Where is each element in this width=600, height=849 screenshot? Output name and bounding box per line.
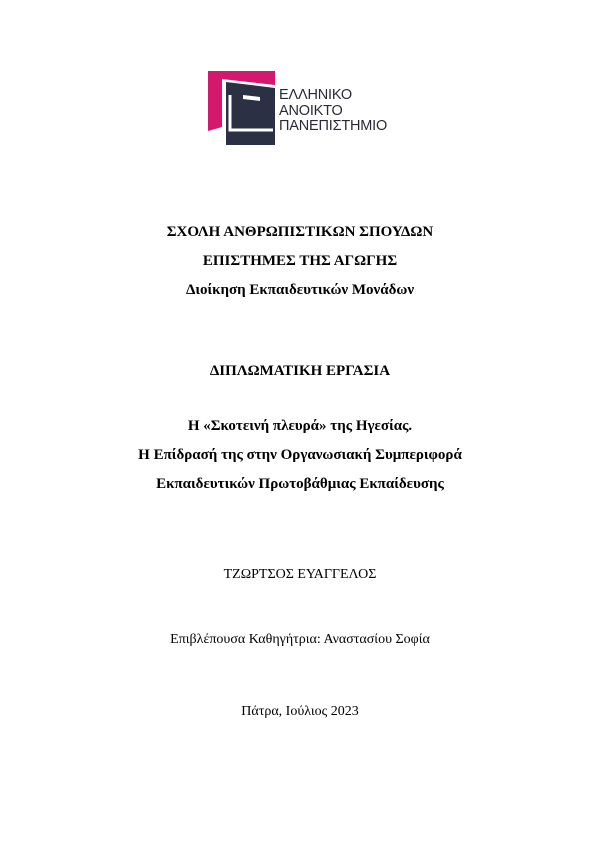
logo-line-1: ΕΛΛΗΝΙΚΟ xyxy=(279,87,352,103)
logo-line-2: ΑΝΟΙΚΤΟ xyxy=(279,102,343,119)
document-type: ΔΙΠΛΩΜΑΤΙΚΗ ΕΡΓΑΣΙΑ xyxy=(209,363,391,379)
logo-mark-icon xyxy=(205,69,277,147)
logo-wordmark xyxy=(279,88,387,135)
program-name: Διοίκηση Εκπαιδευτικών Μονάδων xyxy=(185,282,415,298)
thesis-title-line-3: Εκπαιδευτικών Πρωτοβάθμιας Εκπαίδευσης xyxy=(156,476,444,492)
department-name: ΕΠΙΣΤΗΜΕΣ ΤΗΣ ΑΓΩΓΗΣ xyxy=(202,253,398,269)
school-name: ΣΧΟΛΗ ΑΝΘΡΩΠΙΣΤΙΚΩΝ ΣΠΟΥΔΩΝ xyxy=(166,224,434,240)
thesis-title-line-1: Η «Σκοτεινή πλευρά» της Ηγεσίας. xyxy=(187,418,413,434)
supervisor-line: Επιβλέπουσα Καθηγήτρια: Αναστασίου Σοφία xyxy=(170,632,430,647)
place-date: Πάτρα, Ιούλιος 2023 xyxy=(241,704,359,719)
university-logo xyxy=(205,69,405,149)
logo-line-3: ΠΑΝΕΠΙΣΤΗΜΙΟ xyxy=(279,118,388,134)
author-name: ΤΖΩΡΤΣΟΣ ΕΥΑΓΓΕΛΟΣ xyxy=(223,567,377,582)
thesis-title-line-2: Η Επίδρασή της στην Οργανωσιακή Συμπεριφορά xyxy=(138,447,462,463)
